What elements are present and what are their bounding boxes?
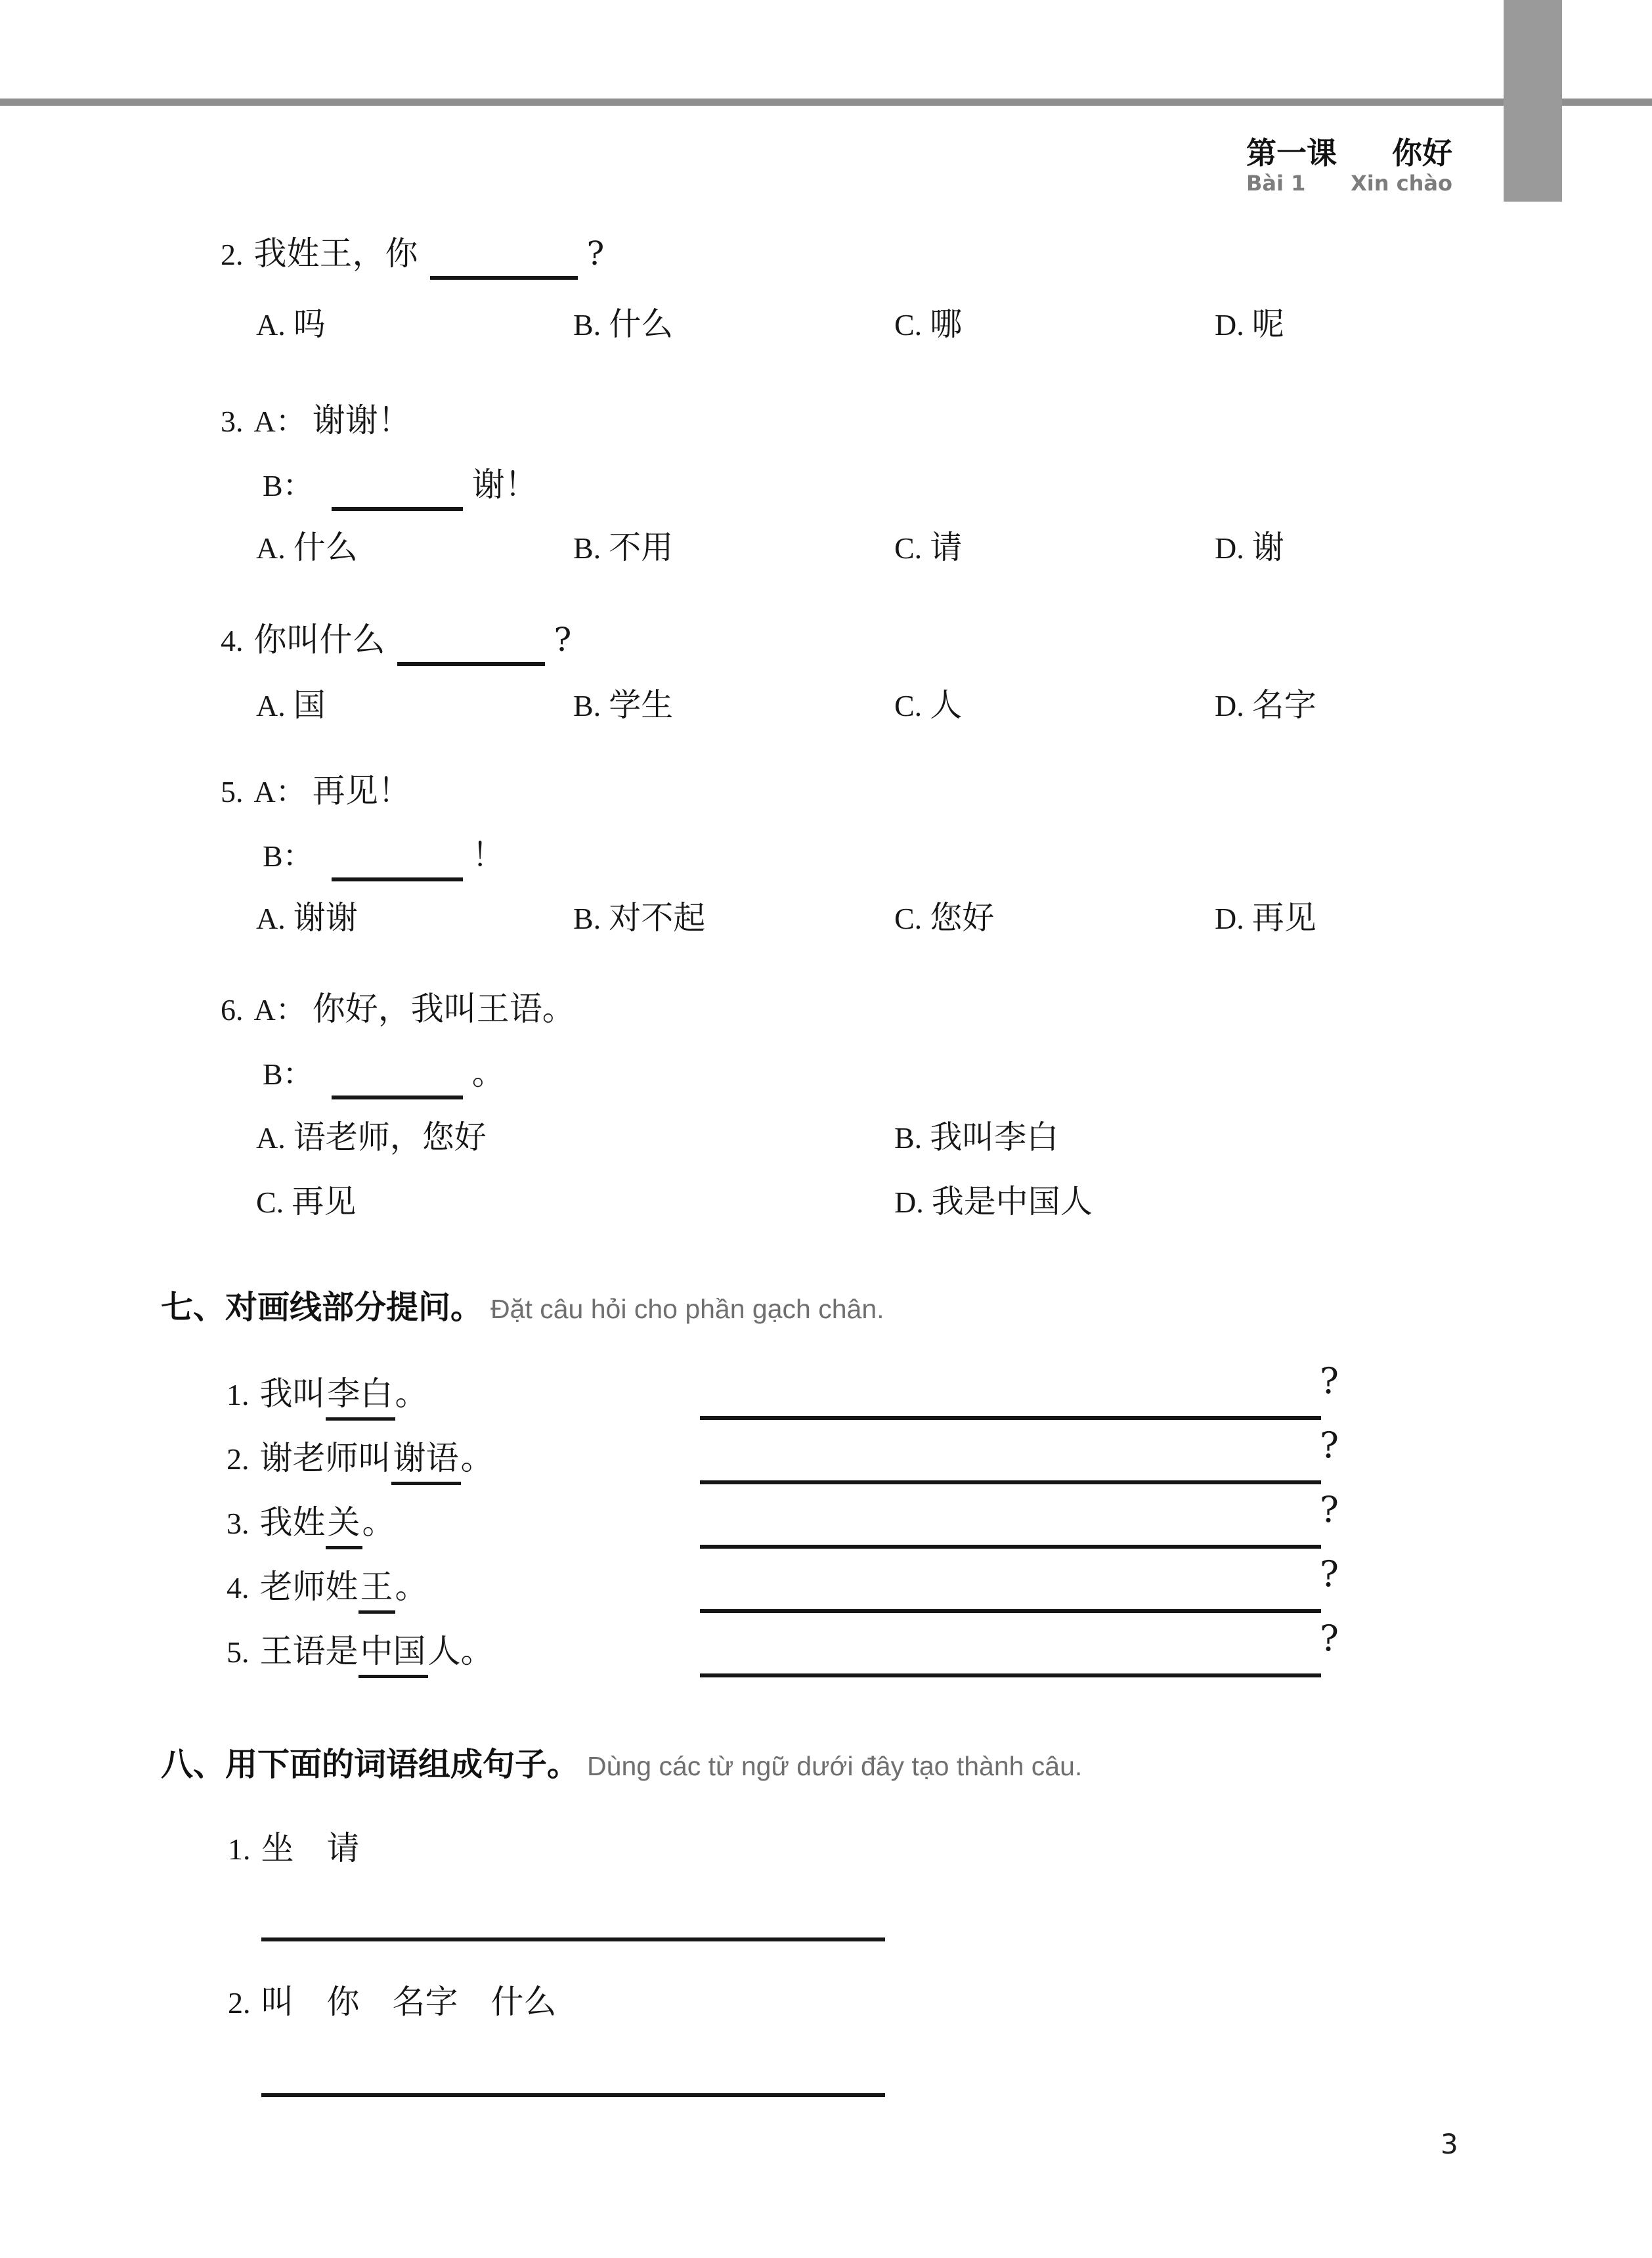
speaker-text: 谢谢！ xyxy=(312,401,411,439)
underlined-word: 关 xyxy=(326,1504,362,1549)
speaker-text: 。 xyxy=(471,1054,505,1092)
option-key: D. xyxy=(1215,689,1244,722)
option-b xyxy=(573,306,673,343)
option-key: A. xyxy=(256,1121,286,1155)
question-5-line-a xyxy=(221,772,411,810)
option-label: 再见 xyxy=(292,1183,357,1220)
question-mark-text: ? xyxy=(554,621,572,659)
option-c xyxy=(894,306,962,343)
question-mark-text: ? xyxy=(586,234,605,273)
option-c xyxy=(894,687,962,724)
question-5-line-b xyxy=(263,837,505,875)
option-key: C. xyxy=(894,689,923,722)
item-text: 王语是 xyxy=(259,1632,359,1670)
option-b xyxy=(573,900,705,937)
word-list: 坐 请 xyxy=(261,1829,360,1867)
item-text: 。 xyxy=(395,1568,428,1606)
item-text: 我叫 xyxy=(259,1375,326,1413)
option-b xyxy=(573,687,673,724)
section-title-zh: 对画线部分提问。 xyxy=(225,1289,483,1326)
question-mark: ? xyxy=(1320,1553,1339,1595)
question-text: 你叫什么 xyxy=(253,621,385,659)
write-line xyxy=(261,1937,885,1941)
lesson-title-zh: 你好 xyxy=(1392,135,1452,171)
option-label: 谢谢 xyxy=(293,899,358,937)
item-number: 1. xyxy=(227,1378,250,1411)
question-text: 我姓王，你 xyxy=(253,234,418,273)
option-key: A. xyxy=(256,689,286,722)
s8-item-2 xyxy=(228,1983,557,2022)
item-number: 2. xyxy=(227,1442,250,1476)
option-a xyxy=(256,306,326,343)
option-key: B. xyxy=(573,902,601,935)
fill-in-blank xyxy=(332,507,463,511)
header-tab-bar xyxy=(1504,0,1562,202)
option-a xyxy=(256,900,358,937)
speaker-text: 你好，我叫王语。 xyxy=(312,990,575,1028)
option-key: D. xyxy=(1215,531,1244,565)
section-number-zh: 七、 xyxy=(161,1289,226,1326)
option-label: 谢 xyxy=(1251,529,1284,566)
option-label: 国 xyxy=(293,686,326,724)
option-key: B. xyxy=(573,689,601,722)
s7-item-2 xyxy=(227,1440,494,1485)
speaker-label: B： xyxy=(263,839,313,873)
option-key: B. xyxy=(573,308,601,342)
header-rule xyxy=(0,99,1652,106)
option-label: 什么 xyxy=(609,305,674,343)
speaker-label: A： xyxy=(253,405,306,438)
s7-item-3 xyxy=(227,1504,395,1549)
option-key: A. xyxy=(256,902,286,935)
question-number: 3. xyxy=(221,405,244,438)
option-label: 不用 xyxy=(609,529,674,566)
question-mark: ? xyxy=(1320,1425,1339,1466)
item-text: 。 xyxy=(362,1503,395,1541)
lesson-header-vi xyxy=(1246,172,1452,195)
section-number-zh: 八、 xyxy=(161,1746,226,1783)
option-key: D. xyxy=(1215,308,1244,342)
option-label: 语老师，您好 xyxy=(293,1118,487,1156)
underlined-word: 中国 xyxy=(359,1633,428,1678)
option-key: D. xyxy=(1215,902,1244,935)
section-title-zh: 用下面的词语组成句子。 xyxy=(225,1746,580,1783)
speaker-text: ！ xyxy=(471,836,505,874)
option-d xyxy=(1215,529,1284,566)
lesson-title-vi: Xin chào xyxy=(1351,171,1452,196)
option-key: D. xyxy=(894,1185,924,1219)
option-label: 学生 xyxy=(609,686,674,724)
question-4-line xyxy=(221,621,571,659)
section-title-vi: Đặt câu hỏi cho phần gạch chân. xyxy=(490,1294,884,1324)
option-label: 名字 xyxy=(1251,686,1316,724)
question-mark: ? xyxy=(1320,1618,1339,1659)
option-d xyxy=(1215,900,1316,937)
option-key: A. xyxy=(256,531,286,565)
option-key: B. xyxy=(573,531,601,565)
option-d xyxy=(894,1184,1093,1220)
option-c xyxy=(894,900,994,937)
s8-item-1 xyxy=(228,1830,360,1868)
option-label: 什么 xyxy=(293,529,358,566)
option-label: 对不起 xyxy=(609,899,706,937)
option-c xyxy=(894,529,962,566)
option-label: 请 xyxy=(930,529,963,566)
underlined-word: 谢语 xyxy=(391,1440,461,1485)
answer-line xyxy=(700,1609,1321,1613)
option-key: A. xyxy=(256,308,286,342)
question-2-line xyxy=(221,235,604,273)
item-number: 5. xyxy=(227,1635,250,1669)
answer-line xyxy=(700,1545,1321,1549)
option-label: 吗 xyxy=(293,305,326,343)
question-number: 4. xyxy=(221,624,244,657)
speaker-label: B： xyxy=(263,469,313,502)
speaker-label: A： xyxy=(253,775,306,808)
option-c xyxy=(256,1184,356,1220)
question-number: 2. xyxy=(221,238,244,271)
question-3-line-a xyxy=(221,402,411,440)
question-6-line-a xyxy=(221,990,575,1029)
option-a xyxy=(256,687,326,724)
item-number: 3. xyxy=(227,1507,250,1540)
speaker-text: 谢！ xyxy=(471,466,538,504)
s7-item-5 xyxy=(227,1633,494,1678)
fill-in-blank xyxy=(332,877,463,881)
option-label: 再见 xyxy=(1251,899,1316,937)
question-mark: ? xyxy=(1320,1489,1339,1530)
speaker-text: 再见！ xyxy=(312,772,411,810)
lesson-number-vi: Bài 1 xyxy=(1246,171,1306,196)
option-b xyxy=(894,1119,1058,1156)
s7-item-4 xyxy=(227,1568,428,1614)
option-key: C. xyxy=(894,902,923,935)
option-key: B. xyxy=(894,1121,923,1155)
underlined-word: 李白 xyxy=(326,1375,395,1421)
option-a xyxy=(256,1119,487,1156)
answer-line xyxy=(700,1480,1321,1484)
option-key: C. xyxy=(894,531,923,565)
option-label: 您好 xyxy=(930,899,995,937)
write-line xyxy=(261,2093,885,2097)
section-7-heading xyxy=(161,1282,884,1328)
option-label: 人 xyxy=(930,686,963,724)
option-label: 我是中国人 xyxy=(931,1183,1093,1220)
option-d xyxy=(1215,306,1284,343)
option-key: C. xyxy=(256,1185,284,1219)
word-list: 叫 你 名字 什么 xyxy=(261,1983,557,2021)
question-3-line-b xyxy=(263,466,538,504)
fill-in-blank xyxy=(332,1096,463,1099)
option-a xyxy=(256,529,358,566)
item-text: 。 xyxy=(395,1375,428,1413)
option-key: C. xyxy=(894,308,923,342)
speaker-label: B： xyxy=(263,1057,313,1091)
page-number: 3 xyxy=(1441,2128,1458,2160)
question-number: 5. xyxy=(221,775,244,808)
question-6-line-b xyxy=(263,1055,505,1093)
item-text: 我姓 xyxy=(259,1503,326,1541)
option-d xyxy=(1215,687,1316,724)
option-label: 哪 xyxy=(930,305,963,343)
underlined-word: 王 xyxy=(359,1568,395,1614)
s7-item-1 xyxy=(227,1375,428,1421)
item-number: 1. xyxy=(228,1832,251,1866)
item-text: 谢老师叫 xyxy=(259,1439,391,1477)
item-text: 老师姓 xyxy=(259,1568,359,1606)
option-b xyxy=(573,529,673,566)
question-mark: ? xyxy=(1320,1360,1339,1402)
lesson-number-zh: 第一课 xyxy=(1246,135,1337,171)
question-number: 6. xyxy=(221,993,244,1027)
lesson-header-zh xyxy=(1246,137,1452,170)
item-text: 。 xyxy=(460,1439,494,1477)
answer-line xyxy=(700,1673,1321,1677)
fill-in-blank xyxy=(430,276,578,280)
item-text: 人。 xyxy=(427,1632,494,1670)
fill-in-blank xyxy=(397,662,545,666)
speaker-label: A： xyxy=(253,993,306,1027)
option-label: 呢 xyxy=(1251,305,1284,343)
item-number: 4. xyxy=(227,1571,250,1605)
option-label: 我叫李白 xyxy=(930,1118,1059,1156)
section-title-vi: Dùng các từ ngữ dưới đây tạo thành câu. xyxy=(587,1751,1083,1781)
section-8-heading xyxy=(161,1739,1082,1785)
answer-line xyxy=(700,1416,1321,1420)
item-number: 2. xyxy=(228,1986,251,2020)
